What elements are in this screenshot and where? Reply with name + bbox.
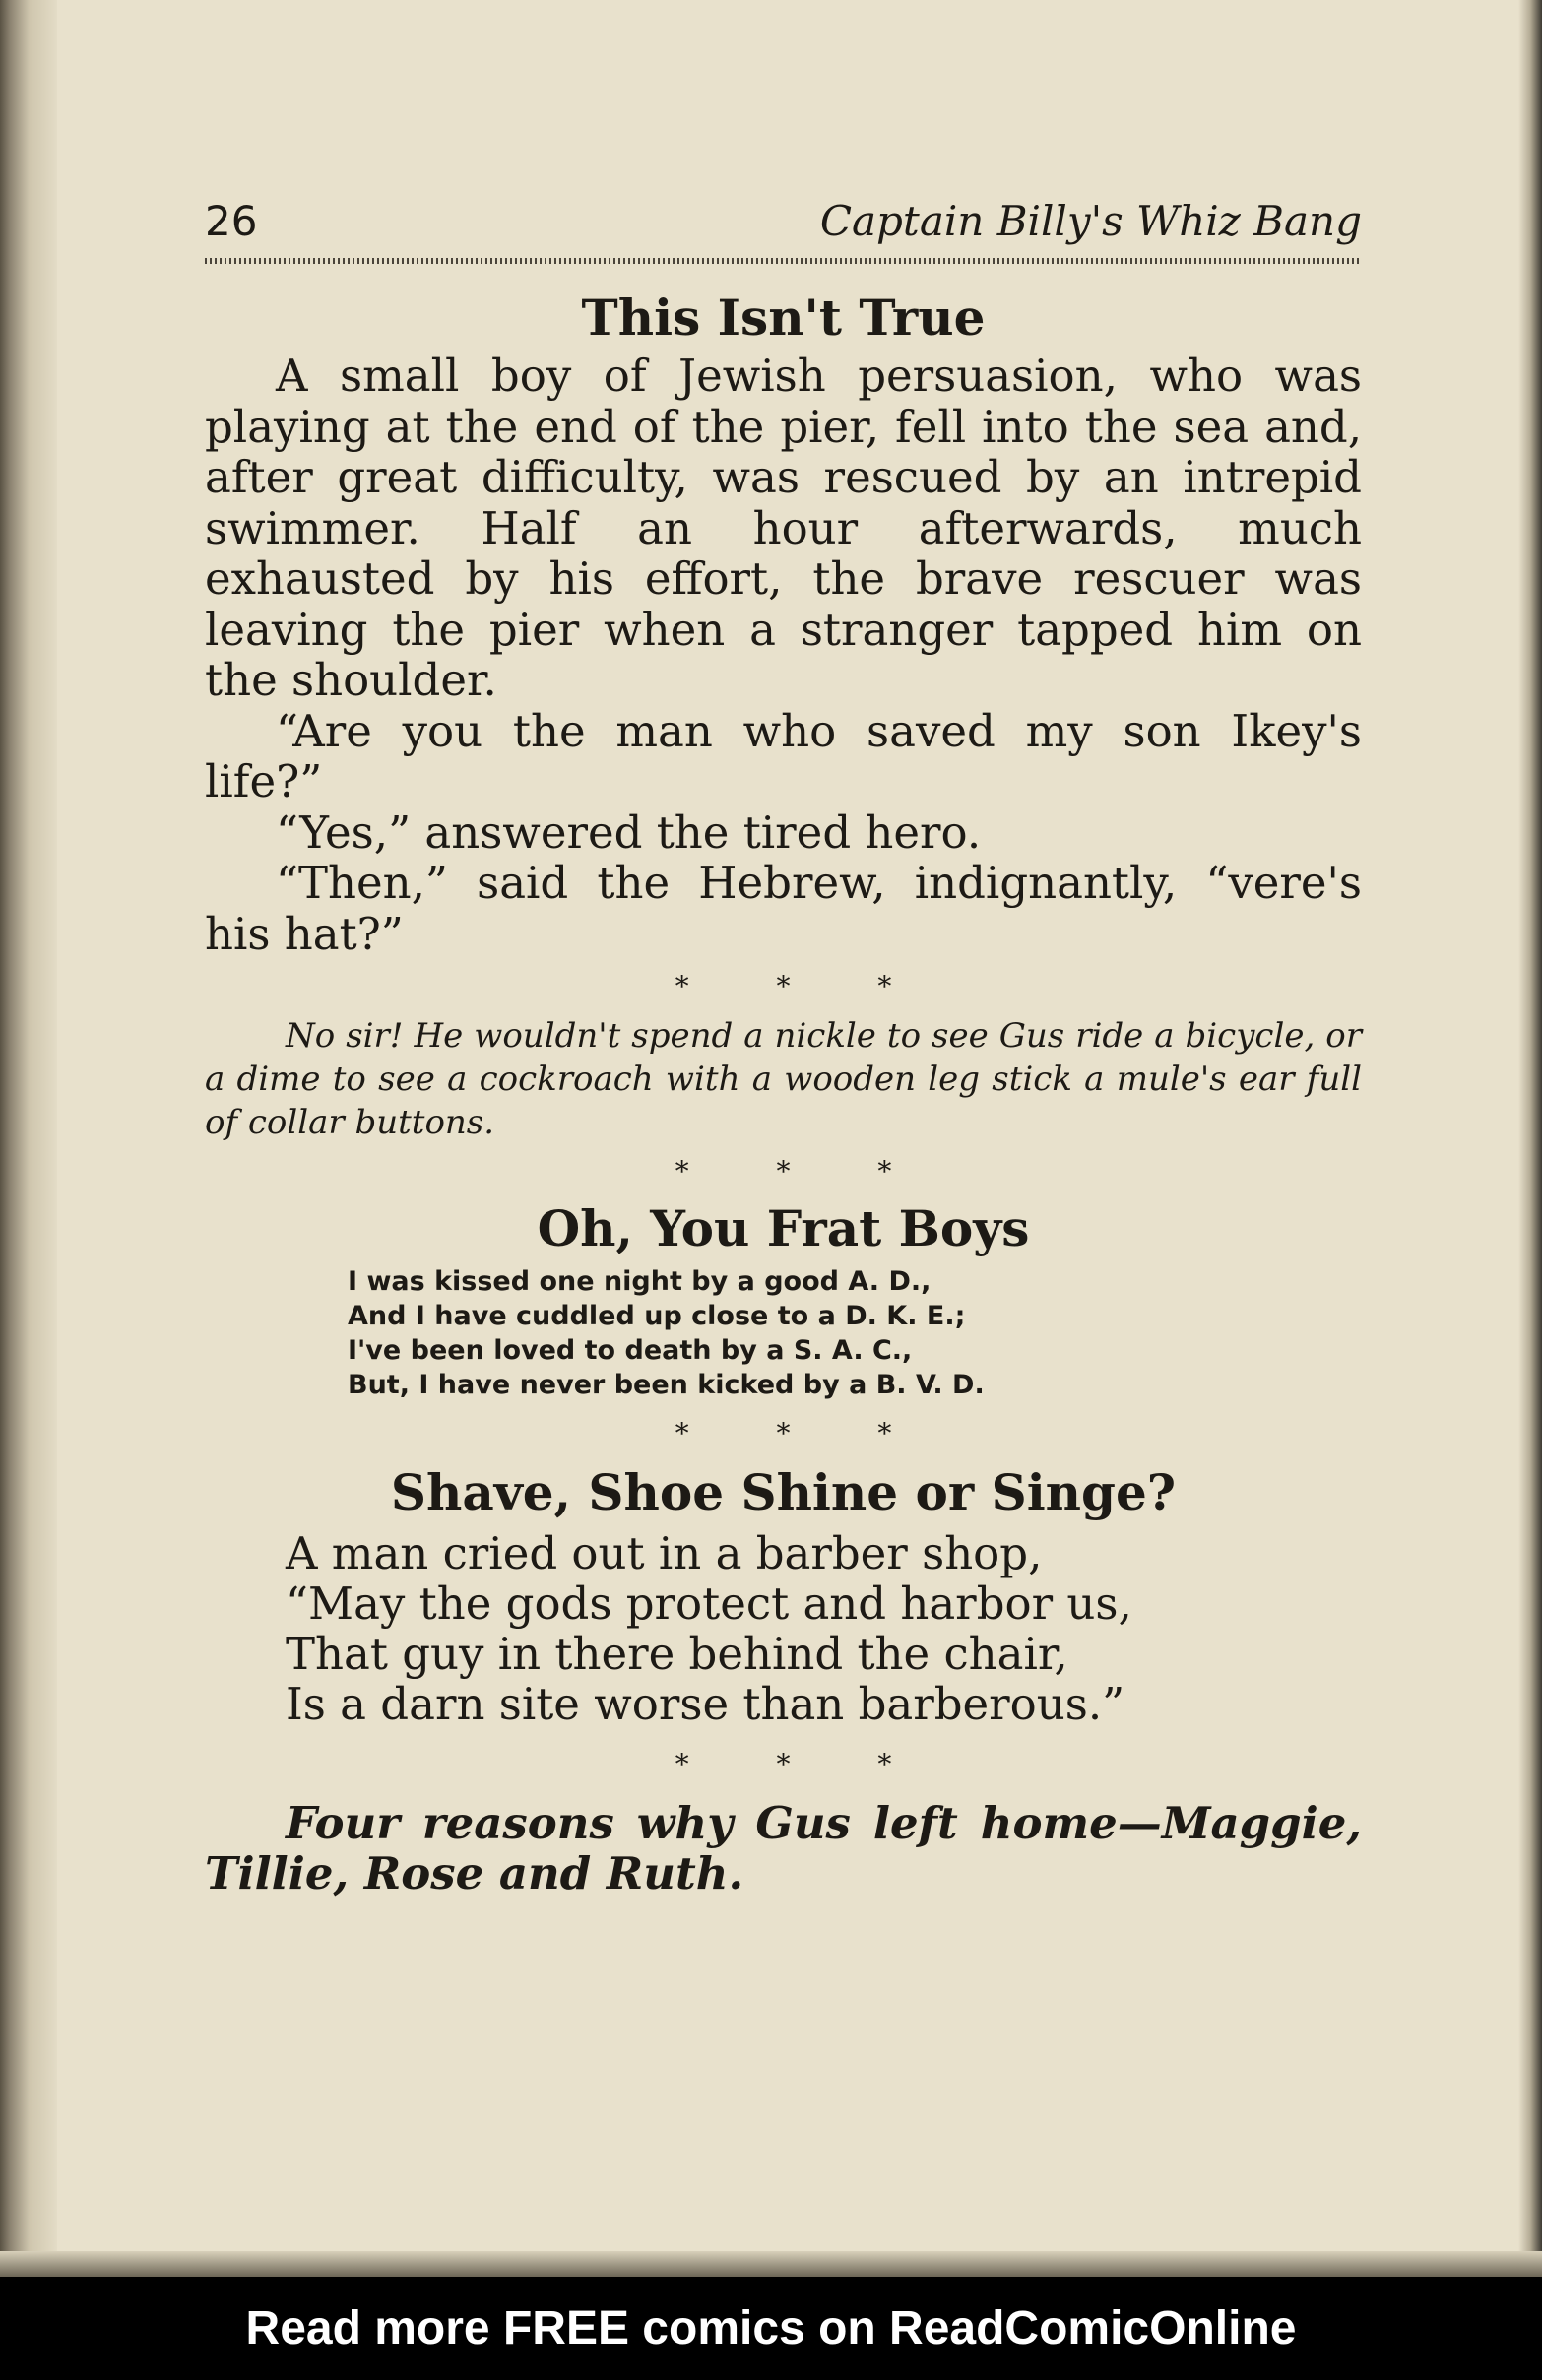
section-separator: * * *	[675, 970, 932, 1002]
publication-title: Captain Billy's Whiz Bang	[819, 197, 1362, 245]
poem-line: I was kissed one night by a good A. D.,	[348, 1266, 932, 1297]
poem-line: “May the gods protect and harbor us,	[286, 1577, 1132, 1630]
page-right-edge	[1518, 0, 1542, 2277]
joke-paragraph: No sir! He wouldn't spend a nickle to see Gus ride a bicycle, or a dime to see a cockroach with a wooden leg stick a mule's ear full of collar buttons.	[205, 1016, 1362, 1142]
section-separator: * * *	[675, 1417, 932, 1449]
promo-banner[interactable]: Read more FREE comics on ReadComicOnline	[0, 2277, 1542, 2380]
section-separator: * * *	[675, 1155, 932, 1188]
running-head	[205, 197, 1362, 254]
poem-line: Is a darn site worse than barberous.”	[286, 1678, 1125, 1730]
section-separator: * * *	[675, 1748, 932, 1780]
page-number: 26	[205, 197, 258, 245]
page-binding-edge	[0, 0, 57, 2277]
poem-line: That guy in there behind the chair,	[286, 1628, 1068, 1680]
header-rule	[205, 258, 1362, 264]
story-title: This Isn't True	[581, 289, 986, 347]
story-paragraph: “Then,” said the Hebrew, indignantly, “vere's his hat?”	[205, 857, 1362, 960]
poem-stanza	[286, 1528, 1362, 1729]
poem-line: A man cried out in a barber shop,	[286, 1527, 1043, 1579]
poem-stanza	[348, 1264, 1362, 1402]
poem-title: Oh, You Frat Boys	[537, 1199, 1030, 1257]
poem-title: Shave, Shoe Shine or Singe?	[390, 1463, 1177, 1521]
story-paragraph: A small boy of Jewish persuasion, who was playing at the end of the pier, fell into the sea and, after great difficulty, was rescued by an intrepid swimmer. Half an hour afterwards, much exhausted by his effort, the brave rescuer was leaving the pier when a stranger tapped him on the shoulder.	[205, 350, 1362, 706]
poem-line: I've been loved to death by a S. A. C.,	[348, 1335, 913, 1366]
page-bottom-edge	[0, 2251, 1542, 2277]
story-paragraph: “Yes,” answered the tired hero.	[276, 805, 982, 859]
closing-joke: Four reasons why Gus left home—Maggie, Tillie, Rose and Ruth.	[205, 1797, 1362, 1899]
page-content	[205, 197, 1362, 1898]
poem-line: But, I have never been kicked by a B. V. D.	[348, 1370, 985, 1400]
story-paragraph: “Are you the man who saved my son Ikey's life?”	[205, 704, 1362, 807]
poem-line: And I have cuddled up close to a D. K. E.;	[348, 1301, 966, 1331]
